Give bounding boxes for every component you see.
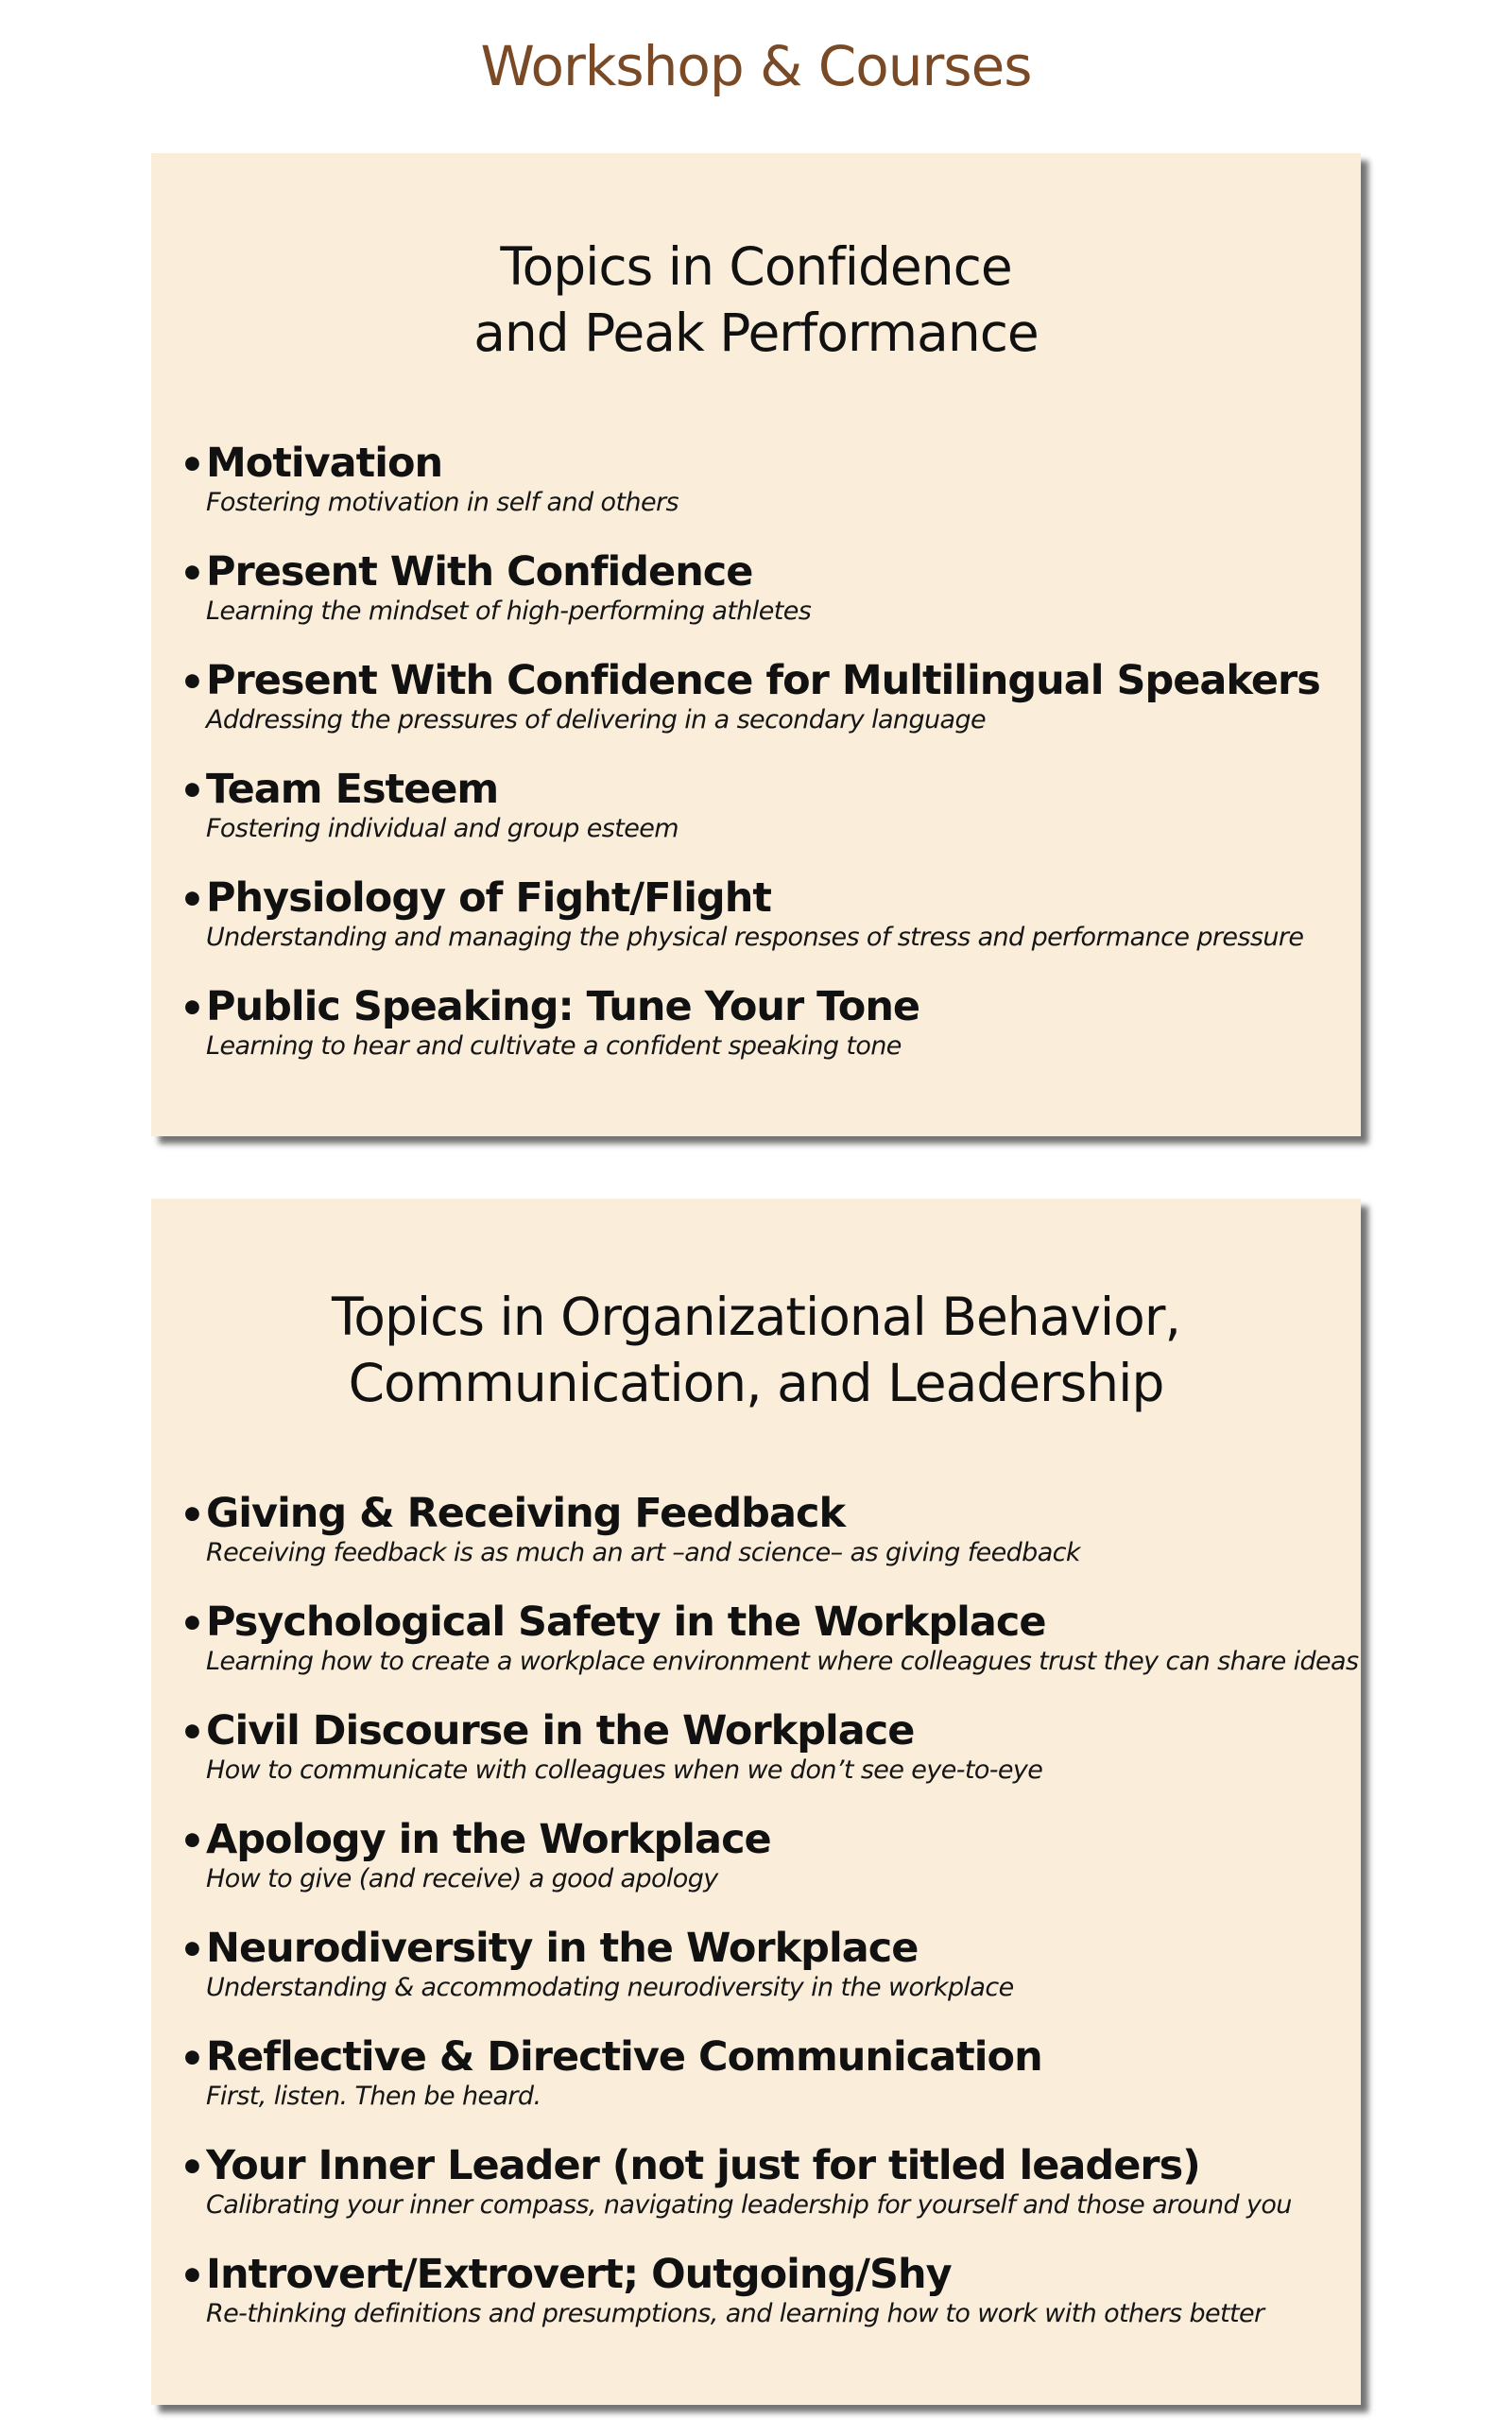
topic-description: Understanding and managing the physical responses of stress and performance pressure <box>206 923 1304 952</box>
topic-name: Motivation <box>206 440 443 487</box>
topic-description: Understanding & accommodating neurodiversity in the workplace <box>206 1973 1014 2002</box>
topic-item <box>180 1925 1332 2033</box>
topic-name: Psychological Safety in the Workplace <box>206 1599 1046 1646</box>
topic-description: Receiving feedback is as much an art –and science– as giving feedback <box>206 1538 1080 1567</box>
bullet: • <box>180 2144 205 2190</box>
bullet: • <box>180 1818 205 1864</box>
bullet: • <box>180 985 205 1031</box>
topic-name: Public Speaking: Tune Your Tone <box>206 983 920 1030</box>
topic-name: Apology in the Workplace <box>206 1816 771 1863</box>
topic-description: How to give (and receive) a good apology <box>206 1864 718 1893</box>
confidence-topics-card <box>151 153 1361 1136</box>
topic-description: How to communicate with colleagues when we don’t see eye-to-eye <box>206 1755 1043 1785</box>
topic-item <box>180 1816 1332 1925</box>
topic-name: Civil Discourse in the Workplace <box>206 1707 915 1754</box>
section-title-line: Topics in Confidence <box>500 236 1012 297</box>
topic-list <box>180 1490 1359 2360</box>
topic-item <box>180 548 1332 657</box>
topic-description: Fostering individual and group esteem <box>206 814 679 843</box>
topic-description: Learning how to create a workplace environment where colleagues trust they can share ideas <box>206 1647 1359 1676</box>
topic-name: Neurodiversity in the Workplace <box>206 1925 919 1972</box>
topic-item <box>180 766 1332 874</box>
topic-description: Learning to hear and cultivate a confident speaking tone <box>206 1031 902 1061</box>
section-title-line: and Peak Performance <box>473 302 1039 363</box>
page-title: Workshop & Courses <box>480 34 1032 98</box>
topic-item <box>180 983 1332 1092</box>
leadership-topics-card <box>151 1199 1361 2405</box>
bullet: • <box>180 2253 205 2299</box>
section-title <box>180 1284 1332 1416</box>
topic-item <box>180 874 1332 983</box>
topic-name: Reflective & Directive Communication <box>206 2033 1042 2081</box>
bullet: • <box>180 768 205 814</box>
bullet: • <box>180 876 205 923</box>
topic-item <box>180 1490 1332 1599</box>
topic-item <box>180 2142 1332 2251</box>
bullet: • <box>180 441 205 488</box>
topic-item <box>180 1599 1359 1707</box>
topic-name: Your Inner Leader (not just for titled leaders) <box>206 2142 1200 2189</box>
topic-name: Physiology of Fight/Flight <box>206 874 771 922</box>
section-title-line: Topics in Organizational Behavior, <box>332 1287 1180 1347</box>
topic-description: Addressing the pressures of delivering in a secondary language <box>206 705 986 735</box>
topic-name: Present With Confidence <box>206 548 753 596</box>
topic-description: Learning the mindset of high-performing athletes <box>206 596 812 626</box>
bullet: • <box>180 550 205 596</box>
topic-description: Calibrating your inner compass, navigating leadership for yourself and those around you <box>206 2190 1292 2220</box>
topic-item <box>180 1707 1332 1816</box>
topic-name: Team Esteem <box>206 766 499 813</box>
topic-item <box>180 2033 1332 2142</box>
topic-item <box>180 2251 1332 2360</box>
bullet: • <box>180 1600 205 1647</box>
topic-item <box>180 657 1332 766</box>
topic-list <box>180 440 1332 1092</box>
section-title-line: Communication, and Leadership <box>348 1353 1164 1413</box>
section-title <box>180 233 1332 366</box>
topic-name: Introvert/Extrovert; Outgoing/Shy <box>206 2251 952 2298</box>
bullet: • <box>180 1709 205 1755</box>
topic-item <box>180 440 1332 548</box>
topic-name: Giving & Receiving Feedback <box>206 1490 846 1537</box>
topic-description: Fostering motivation in self and others <box>206 488 679 517</box>
topic-description: First, listen. Then be heard. <box>206 2082 541 2111</box>
bullet: • <box>180 659 205 705</box>
topic-name: Present With Confidence for Multilingual Speakers <box>206 657 1320 704</box>
bullet: • <box>180 1492 205 1538</box>
bullet: • <box>180 1927 205 1973</box>
topic-description: Re-thinking definitions and presumptions, and learning how to work with others better <box>206 2299 1264 2328</box>
bullet: • <box>180 2035 205 2082</box>
